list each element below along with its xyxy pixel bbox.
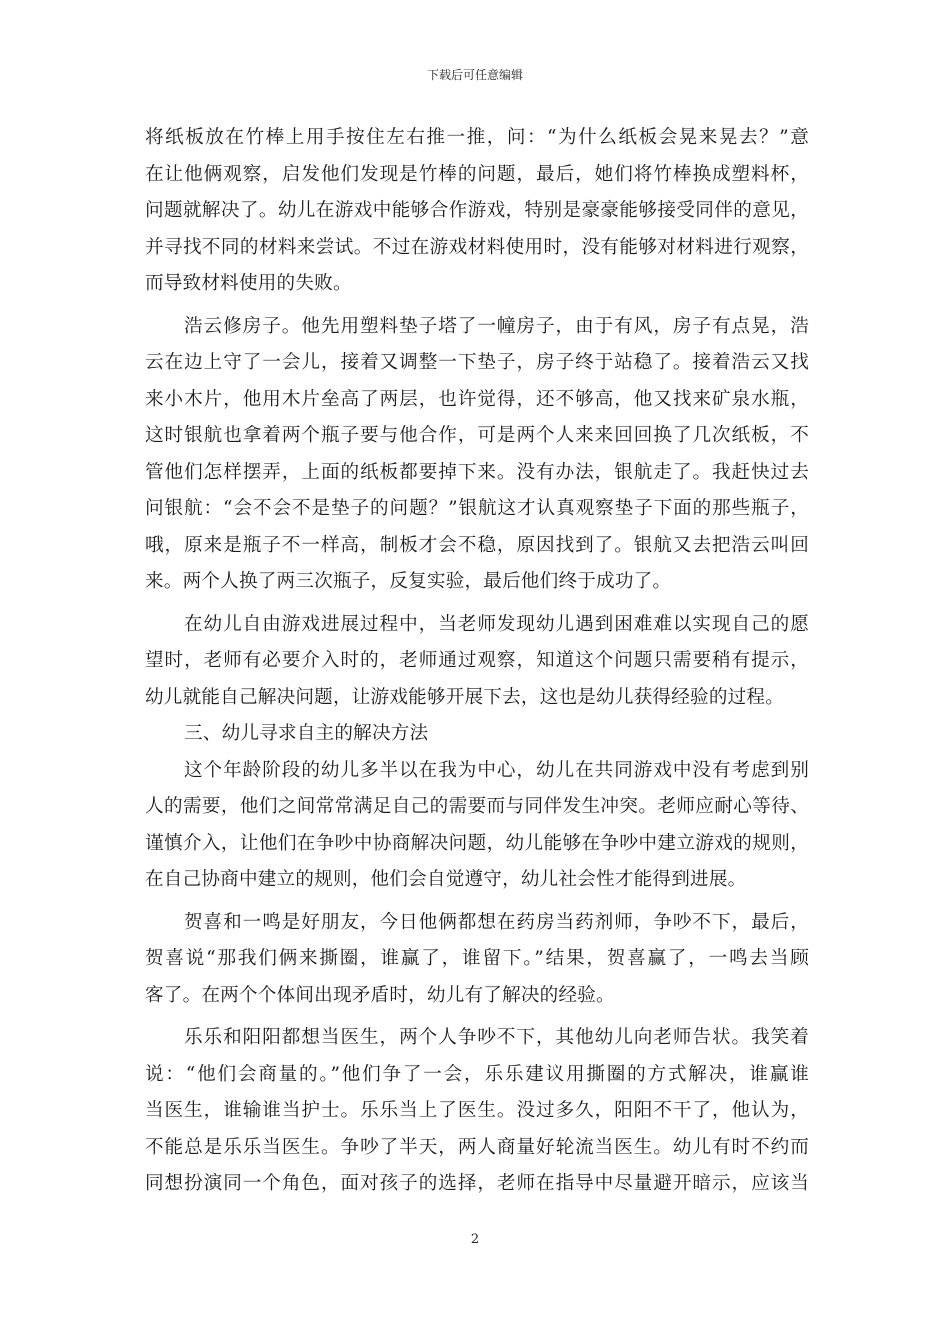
page-number: 2 xyxy=(470,1232,480,1247)
text-line: 而导致材料使用的失败。 xyxy=(145,273,352,294)
document-body xyxy=(145,120,809,1203)
text-line: 来。两个人换了两三次瓶子，反复实验，最后他们终于成功了。 xyxy=(145,571,672,592)
text-line: 谨慎介入，让他们在争吵中协商解决问题，幼儿能够在争吵中建立游戏的规则， xyxy=(145,832,809,854)
text-line: 浩云修房子。他先用塑料垫子塔了一幢房子，由于有风，房子有点晃，浩 xyxy=(184,315,809,337)
text-line: 这个年龄阶段的幼儿多半以在我为中心，幼儿在共同游戏中没有考虑到别 xyxy=(184,759,809,781)
paragraph xyxy=(145,120,809,303)
text-line: 来小木片，他用木片垒高了两层，也许觉得，还不够高，他又找来矿泉水瓶， xyxy=(145,388,809,410)
text-line: 贺喜和一鸣是好朋友，今日他俩都想在药房当药剂师，争吵不下，最后， xyxy=(184,911,809,933)
paragraph xyxy=(145,1020,809,1203)
text-line: 这时银航也拿着两个瓶子要与他合作，可是两个人来来回回换了几次纸板，不 xyxy=(145,425,809,446)
text-line: 不能总是乐乐当医生。争吵了半天，两人商量好轮流当医生。幼儿有时不约而 xyxy=(145,1136,809,1158)
text-line: 将纸板放在竹棒上用手按住左右推一推，问：“为什么纸板会晃来晃去？”意 xyxy=(145,127,809,148)
text-line: 乐乐和阳阳都想当医生，两个人争吵不下，其他幼儿向老师告状。我笑着 xyxy=(184,1027,809,1048)
text-line: 同想扮演同一个角色，面对孩子的选择，老师在指导中尽量避开暗示，应该当 xyxy=(145,1173,809,1194)
text-line: 说：“他们会商量的。”他们争了一会，乐乐建议用撕圈的方式解决，谁赢谁 xyxy=(145,1063,809,1085)
paragraph xyxy=(145,309,809,601)
section-heading xyxy=(145,716,809,753)
paragraph xyxy=(145,607,809,717)
paragraph xyxy=(145,753,809,899)
text-line: 当医生，谁输谁当护士。乐乐当上了医生。没过多久，阳阳不干了，他认为， xyxy=(145,1100,809,1121)
text-line: 贺喜说“那我们俩来撕圈，谁赢了，谁留下。”结果，贺喜赢了，一鸣去当顾 xyxy=(145,948,809,969)
text-line: 并寻找不同的材料来尝试。不过在游戏材料使用时，没有能够对材料进行观察， xyxy=(145,236,809,258)
text-line: 问银航：“会不会不是垫子的问题？”银航这才认真观察垫子下面的那些瓶子， xyxy=(145,498,809,519)
text-line: 云在边上守了一会儿，接着又调整一下垫子，房子终于站稳了。接着浩云又找 xyxy=(145,352,809,373)
text-line: 哦，原来是瓶子不一样高，制板才会不稳，原因找到了。银航又去把浩云叫回 xyxy=(145,534,809,556)
text-line: 人的需要，他们之间常常满足自己的需要而与同伴发生冲突。老师应耐心等待、 xyxy=(145,796,809,817)
paragraph xyxy=(145,905,809,1015)
page-header: 下载后可任意编辑 xyxy=(426,68,523,82)
text-line: 望时，老师有必要介入时的，老师通过观察，知道这个问题只需要稍有提示， xyxy=(145,650,809,671)
text-line: 在自己协商中建立的规则，他们会自觉遵守，幼儿社会性才能得到进展。 xyxy=(145,869,747,890)
text-line: 客了。在两个个体间出现矛盾时，幼儿有了解决的经验。 xyxy=(145,984,615,1006)
text-line: 管他们怎样摆弄，上面的纸板都要掉下来。没有办法，银航走了。我赶快过去 xyxy=(145,461,809,483)
text-line: 问题就解决了。幼儿在游戏中能够合作游戏，特别是豪豪能够接受同伴的意见， xyxy=(145,200,809,221)
heading-text: 三、幼儿寻求自主的解决方法 xyxy=(184,723,429,744)
text-line: 幼儿就能自己解决问题，让游戏能够开展下去，这也是幼儿获得经验的过程。 xyxy=(145,686,784,708)
text-line: 在让他俩观察，启发他们发现是竹棒的问题，最后，她们将竹棒换成塑料杯， xyxy=(145,163,809,185)
text-line: 在幼儿自由游戏进展过程中，当老师发现幼儿遇到困难难以实现自己的愿 xyxy=(184,613,809,635)
